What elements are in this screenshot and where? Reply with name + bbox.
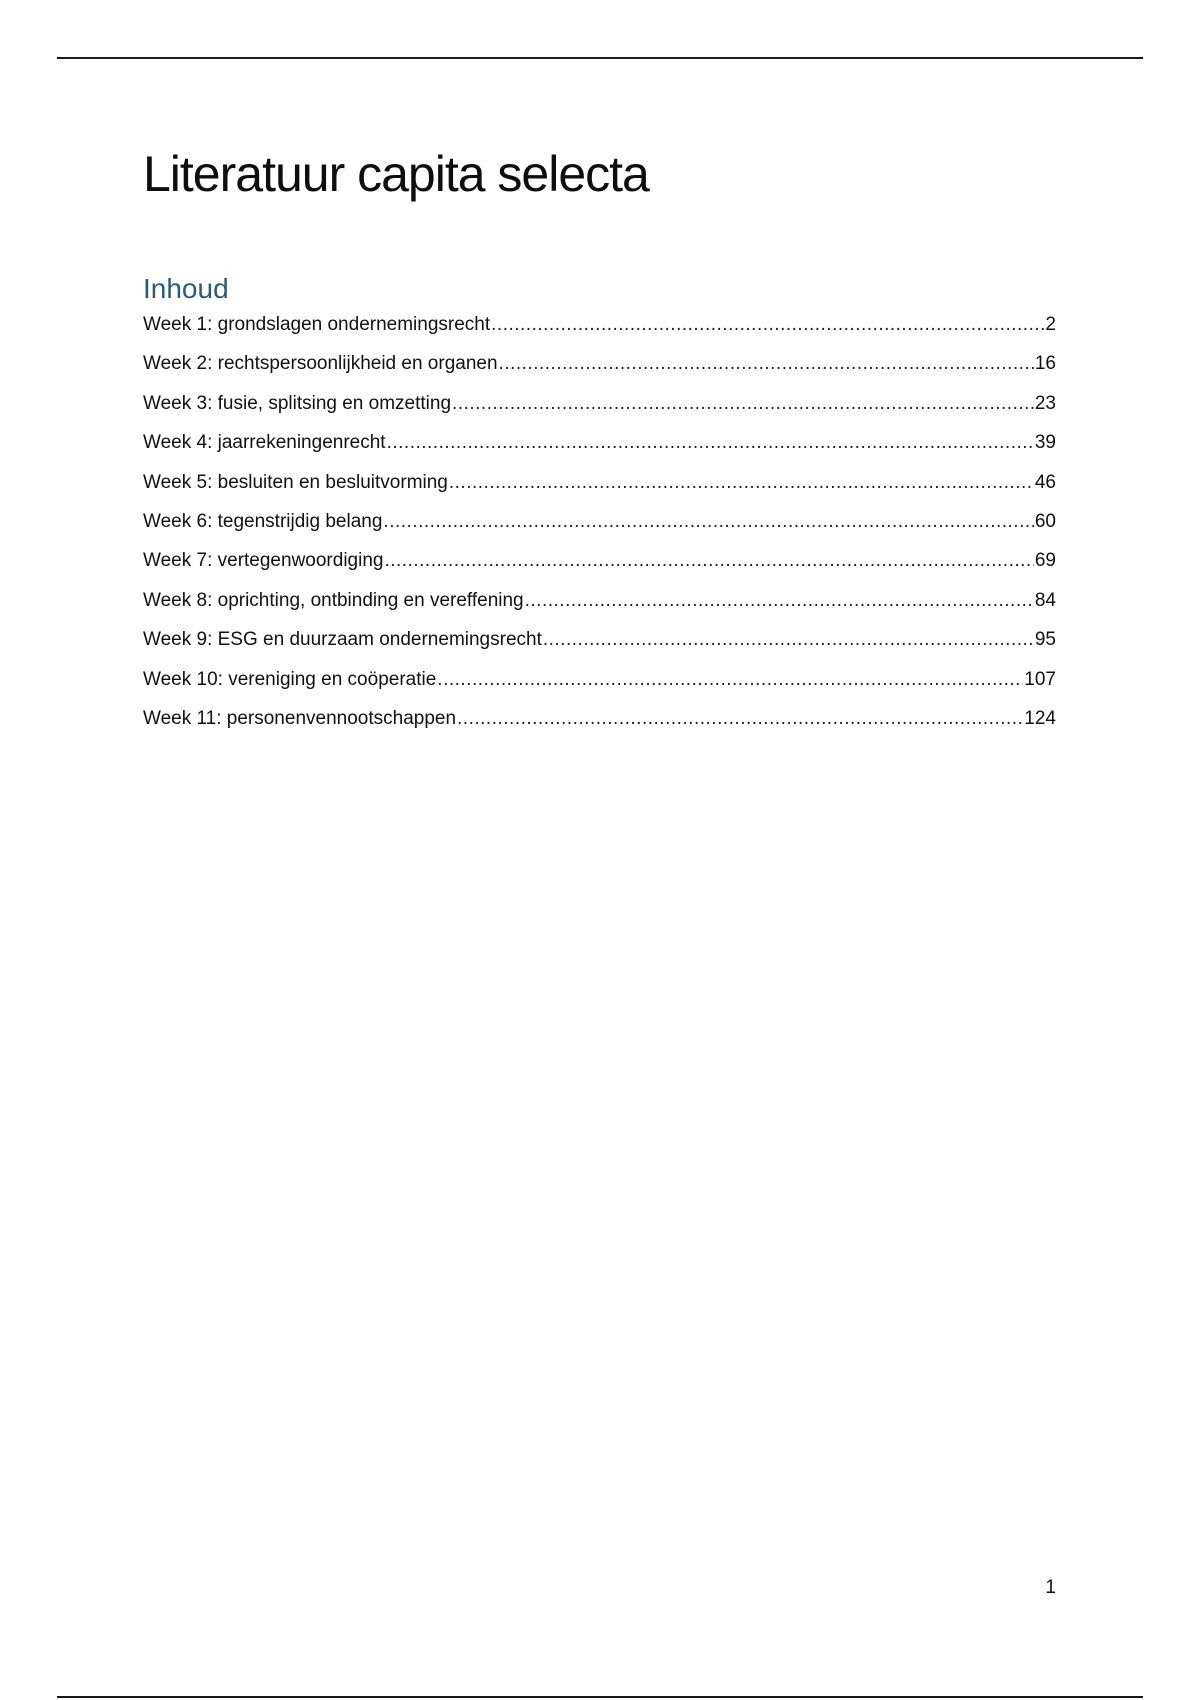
toc-entry-label: Week 10: vereniging en coöperatie xyxy=(143,668,437,690)
toc-entry-label: Week 9: ESG en duurzaam ondernemingsrecht xyxy=(143,629,542,651)
header-rule xyxy=(57,57,1143,59)
toc-entry-page: 84 xyxy=(1034,589,1056,611)
toc-dot-leader xyxy=(491,310,1044,340)
toc-entry-label: Week 7: vertegenwoordiging xyxy=(143,550,384,572)
toc-entry-page: 60 xyxy=(1034,510,1056,532)
toc-dot-leader xyxy=(499,349,1034,379)
toc-entry-week-9[interactable] xyxy=(143,625,1056,664)
toc-entry-week-3[interactable] xyxy=(143,389,1056,428)
toc-dot-leader xyxy=(387,428,1034,458)
toc-entry-label: Week 5: besluiten en besluitvorming xyxy=(143,471,448,493)
toc-entry-page: 39 xyxy=(1034,432,1056,454)
toc-entry-label: Week 2: rechtspersoonlijkheid en organen xyxy=(143,353,498,375)
toc-entry-label: Week 8: oprichting, ontbinding en vereffening xyxy=(143,589,524,611)
toc-dot-leader xyxy=(449,468,1034,498)
page-number: 1 xyxy=(1045,1577,1056,1598)
toc-entry-week-10[interactable] xyxy=(143,665,1056,704)
toc-entry-label: Week 3: fusie, splitsing en omzetting xyxy=(143,392,452,414)
toc-entry-week-4[interactable] xyxy=(143,428,1056,467)
toc-entry-page: 107 xyxy=(1024,668,1056,690)
toc-entry-label: Week 6: tegenstrijdig belang xyxy=(143,510,383,532)
table-of-contents xyxy=(143,310,1056,743)
toc-dot-leader xyxy=(452,389,1034,419)
toc-entry-week-7[interactable] xyxy=(143,546,1056,585)
toc-heading: Inhoud xyxy=(143,273,229,304)
document-title: Literatuur capita selecta xyxy=(143,146,649,202)
toc-entry-label: Week 11: personenvennootschappen xyxy=(143,707,457,729)
toc-entry-label: Week 4: jaarrekeningenrecht xyxy=(143,432,386,454)
toc-dot-leader xyxy=(457,704,1023,734)
toc-dot-leader xyxy=(383,507,1033,537)
toc-entry-week-6[interactable] xyxy=(143,507,1056,546)
toc-dot-leader xyxy=(437,665,1023,695)
toc-entry-page: 95 xyxy=(1034,629,1056,651)
footer-rule xyxy=(57,1696,1143,1698)
toc-entry-label: Week 1: grondslagen ondernemingsrecht xyxy=(143,314,491,335)
toc-entry-week-1[interactable] xyxy=(143,310,1056,349)
toc-dot-leader xyxy=(384,546,1033,576)
toc-entry-page: 124 xyxy=(1024,707,1056,729)
toc-dot-leader xyxy=(543,625,1034,655)
toc-entry-page: 2 xyxy=(1045,314,1056,335)
toc-dot-leader xyxy=(525,586,1034,616)
toc-entry-week-8[interactable] xyxy=(143,586,1056,625)
toc-entry-week-2[interactable] xyxy=(143,349,1056,388)
toc-entry-page: 46 xyxy=(1034,471,1056,493)
toc-entry-page: 69 xyxy=(1034,550,1056,572)
toc-entry-week-5[interactable] xyxy=(143,468,1056,507)
toc-entry-week-11[interactable] xyxy=(143,704,1056,743)
toc-entry-page: 16 xyxy=(1034,353,1056,375)
toc-entry-page: 23 xyxy=(1034,392,1056,414)
